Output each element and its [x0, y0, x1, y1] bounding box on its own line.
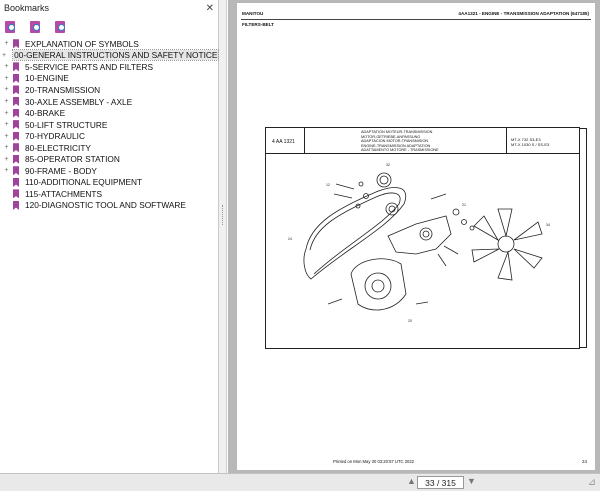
bookmark-item[interactable]: [0, 107, 218, 119]
bookmark-label: 20-TRANSMISSION: [25, 84, 101, 95]
bookmark-label: 110-ADDITIONAL EQUIPMENT: [25, 177, 143, 188]
bookmark-item[interactable]: [0, 38, 218, 50]
bookmark-item[interactable]: [0, 84, 218, 96]
bookmark-label: 00-GENERAL INSTRUCTIONS AND SAFETY NOTICE: [14, 50, 218, 61]
expand-toggle-icon[interactable]: +: [4, 63, 9, 71]
bookmark-label: 10-ENGINE: [25, 73, 69, 84]
bookmark-label: 80-ELECTRICITY: [25, 142, 91, 153]
diagram-title-es: ADAPTACION MOTOR-TRANSMISION: [361, 139, 429, 143]
svg-text:34: 34: [546, 223, 550, 227]
status-bar: [0, 473, 600, 491]
expand-toggle-icon[interactable]: +: [4, 40, 9, 48]
bookmark-icon: [13, 143, 19, 152]
diagram-model-1: MT-X 732 S3-E3: [511, 137, 541, 142]
bookmark-icon: [13, 120, 19, 129]
bookmark-item[interactable]: [0, 177, 218, 189]
bookmark-label: 120-DIAGNOSTIC TOOL AND SOFTWARE: [25, 200, 186, 211]
pdf-page: [237, 3, 595, 470]
bookmark-label: 70-HYDRAULIC: [25, 131, 85, 142]
expand-toggle-icon[interactable]: +: [4, 74, 9, 82]
bracket-drawing: [388, 216, 451, 254]
diagram-frame: [265, 127, 580, 349]
diagram-title-fr: ADAPTATION MOTEUR-TRANSMISSION: [361, 130, 433, 134]
bookmark-icon: [13, 178, 19, 187]
page-brand: MANITOU: [242, 11, 264, 16]
panel-splitter[interactable]: [219, 0, 227, 491]
expand-toggle-icon[interactable]: +: [4, 144, 9, 152]
bookmark-item[interactable]: [0, 130, 218, 142]
bookmark-label: 90-FRAME - BODY: [25, 165, 97, 176]
bookmark-icon: [13, 97, 19, 106]
part-number-label: 32: [386, 163, 390, 167]
bookmark-icon: [13, 189, 19, 198]
bookmark-item[interactable]: [0, 61, 218, 73]
expand-toggle-icon[interactable]: +: [4, 109, 9, 117]
bookmark-list: [0, 38, 218, 211]
housing-drawing: [351, 259, 406, 310]
bookmark-icon: [13, 132, 19, 141]
exploded-parts-diagram: [266, 154, 581, 350]
bookmarks-toolbar: [0, 17, 218, 37]
expand-toggle-icon[interactable]: +: [2, 51, 7, 59]
bookmark-item[interactable]: [0, 119, 218, 131]
expand-toggle-icon[interactable]: +: [4, 155, 9, 163]
previous-page-button[interactable]: ▲: [407, 476, 416, 486]
bookmark-icon: [13, 62, 19, 71]
bookmark-icon: [13, 39, 19, 48]
bookmark-options-icon[interactable]: [5, 21, 18, 34]
bookmark-icon: [13, 201, 19, 210]
bookmark-label: 85-OPERATOR STATION: [25, 154, 120, 165]
bookmark-label: 40-BRAKE: [25, 108, 66, 119]
expand-bookmark-icon[interactable]: [30, 21, 43, 34]
resize-grip-icon: ⊿: [587, 477, 596, 488]
page-section-title: FILTERS-BELT: [242, 22, 274, 27]
bookmark-item[interactable]: [0, 50, 218, 62]
svg-text:21: 21: [462, 203, 466, 207]
diagram-title-de: MOTOR-GETRIEBE-ANPASSUNG: [361, 134, 421, 139]
bookmark-item[interactable]: [0, 153, 218, 165]
bookmark-item[interactable]: [0, 96, 218, 108]
bookmark-label: EXPLANATION OF SYMBOLS: [25, 38, 139, 49]
bookmark-item[interactable]: [0, 142, 218, 154]
header-rule: [241, 19, 591, 20]
diagram-model-2: MT-X 1030 S / SS-E3: [511, 142, 550, 147]
bookmark-icon: [13, 166, 19, 175]
bookmarks-title: Bookmarks: [4, 3, 50, 13]
expand-toggle-icon[interactable]: +: [4, 86, 9, 94]
page-header-title: 4AA1321 - ENGINE - TRANSMISSION ADAPTATION (647185): [458, 11, 589, 16]
bookmark-label: 30-AXLE ASSEMBLY - AXLE: [25, 96, 133, 107]
bookmark-item[interactable]: [0, 188, 218, 200]
bookmark-label: 115-ATTACHMENTS: [25, 188, 102, 199]
printed-date: Printed on Mon May 30 03:20:57 UTC 2022: [333, 459, 415, 464]
bookmark-icon: [13, 85, 19, 94]
bookmark-item[interactable]: [0, 200, 218, 212]
fan-drawing: [472, 209, 542, 280]
next-page-button[interactable]: ▼: [467, 476, 476, 486]
svg-text:20: 20: [408, 319, 412, 323]
expand-toggle-icon[interactable]: +: [4, 167, 9, 175]
bookmarks-panel: [0, 0, 219, 491]
svg-text:12: 12: [326, 183, 330, 187]
diagram-title-it: ADATTAMENTO MOTORE - TRASMISSIONE: [361, 148, 439, 152]
diagram-ref-code: 4 AA 1321: [272, 139, 295, 145]
pulley-drawing: [377, 173, 391, 187]
bookmark-item[interactable]: [0, 73, 218, 85]
bookmark-icon: [13, 74, 19, 83]
expand-toggle-icon[interactable]: +: [4, 132, 9, 140]
bookmark-icon: [13, 109, 19, 118]
expand-toggle-icon[interactable]: +: [4, 121, 9, 129]
belt-drawing: [304, 188, 406, 279]
bookmark-label: 5-SERVICE PARTS AND FILTERS: [25, 61, 154, 72]
svg-text:24: 24: [288, 237, 292, 241]
bookmark-item[interactable]: [0, 165, 218, 177]
collapse-bookmark-icon[interactable]: [55, 21, 68, 34]
page-number-input[interactable]: 33 / 315: [417, 476, 464, 489]
close-icon[interactable]: ✕: [205, 2, 214, 14]
splitter-grip[interactable]: [222, 205, 224, 225]
bookmarks-header: [0, 0, 218, 16]
expand-toggle-icon[interactable]: +: [4, 98, 9, 105]
bookmark-icon: [13, 155, 19, 164]
bookmark-label: 50-LIFT STRUCTURE: [25, 119, 108, 130]
diagram-title-en: ENGINE-TRANSMISSION ADAPTATION: [361, 143, 431, 148]
page-number: 24: [581, 459, 587, 464]
